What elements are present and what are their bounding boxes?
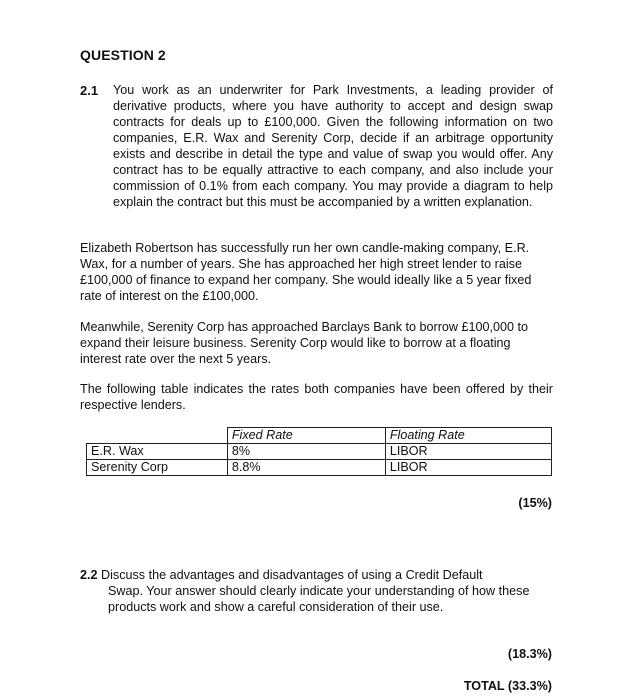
- question-heading: QUESTION 2: [80, 47, 166, 63]
- question-2-2-text-rest: Swap. Your answer should clearly indicate your understanding of how these products work and show a careful consideration of their use.: [108, 584, 530, 614]
- table-header-cell: Floating Rate: [385, 428, 551, 444]
- question-2-2-text-line1: Discuss the advantages and disadvantages of using a Credit Default: [101, 568, 483, 582]
- table-header-cell: Fixed Rate: [227, 428, 385, 444]
- rates-table: [86, 427, 552, 476]
- table-header-row: [87, 428, 552, 444]
- table-row: [87, 444, 552, 460]
- serenity-paragraph: Meanwhile, Serenity Corp has approached Barclays Bank to borrow £100,000 to expand their leisure business. Serenity Corp would like to borrow at a floating interest rate over the next 5 years.: [80, 320, 529, 366]
- table-cell: LIBOR: [385, 460, 551, 476]
- elizabeth-paragraph: Elizabeth Robertson has successfully run her own candle-making company, E.R. Wax, for a number of years. She has approached her high street lender to raise £100,000 of finance to expand her company. She would ideally like a 5 year fixed rate of interest on the £100,000.: [80, 241, 532, 303]
- question-2-2-marks: (18.3%): [507, 647, 552, 661]
- question-2-1-marks: (15%): [518, 496, 552, 510]
- table-row: [87, 460, 552, 476]
- table-cell: LIBOR: [385, 444, 551, 460]
- table-cell: 8%: [227, 444, 385, 460]
- table-intro-paragraph: The following table indicates the rates both companies have been offered by their respective lenders.: [80, 382, 553, 412]
- question-2-2: [80, 567, 554, 615]
- table-header-cell: [87, 428, 228, 444]
- total-marks: TOTAL (33.3%): [463, 679, 552, 693]
- table-cell: 8.8%: [227, 460, 385, 476]
- table-cell: E.R. Wax: [87, 444, 228, 460]
- question-2-1-text: You work as an underwriter for Park Investments, a leading provider of derivative products, where you have authority to accept and design swap contracts for deals up to £100,000. Given the following information on two companies, E.R. Wax and Serenity Corp, decide if an arbitrage opportunity exists and describe in detail the type and value of swap you would offer. Any contract has to be equally attractive to each company, and also include your commission of 0.1% from each company. You may provide a diagram to help explain the contract but this must be accompanied by a written explanation.: [113, 83, 553, 209]
- question-2-2-number: 2.2: [80, 568, 98, 582]
- table-cell: Serenity Corp: [87, 460, 228, 476]
- question-2-1-number: 2.1: [80, 83, 99, 98]
